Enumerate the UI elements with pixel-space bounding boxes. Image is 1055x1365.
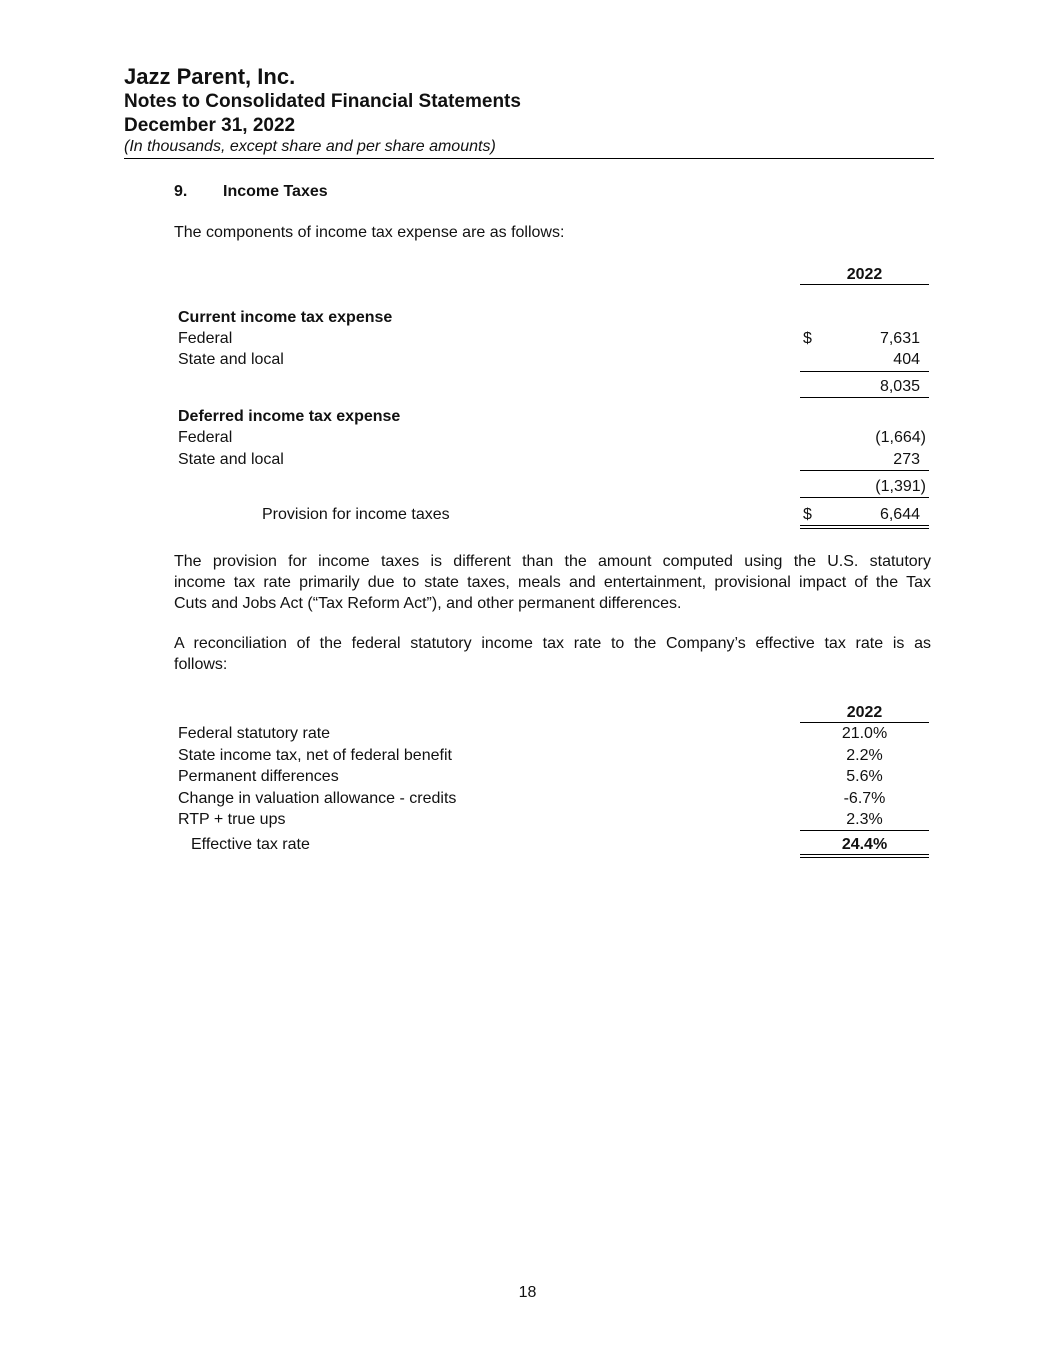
current-state-value: 404 [893,351,920,368]
provision-paragraph-line: income tax rate primarily due to state taxes, meals and entertainment, provisional impact of the Tax [174,574,931,591]
reconciliation-paragraph-line: follows: [174,656,228,673]
current-state-label: State and local [178,351,284,368]
report-title: Notes to Consolidated Financial Statements [124,91,521,112]
current-tax-heading: Current income tax expense [178,309,393,326]
provision-value: 6,644 [879,506,920,523]
current-subtotal-value: 8,035 [879,378,920,395]
current-federal-currency: $ [803,330,812,347]
deferred-federal-value: (1,664) [875,429,926,446]
provision-paragraph-line: The provision for income taxes is different than the amount computed using the U.S. statutory [174,553,931,570]
rate-total-rule [800,830,929,831]
deferred-subtotal-value: (1,391) [875,478,926,495]
reconciliation-paragraph-line: A reconciliation of the federal statutory income tax rate to the Company’s effective tax rate is as [174,635,931,652]
provision-paragraph [174,551,931,614]
components-year-header: 2022 [846,266,883,283]
provision-currency: $ [803,506,812,523]
current-subtotal-underline [800,397,929,398]
section-number: 9. [174,183,188,200]
current-subtotal-rule [800,371,929,372]
rate-row-label: Permanent differences [178,768,339,785]
deferred-state-value: 273 [893,451,920,468]
effective-rate-label: Effective tax rate [191,836,310,853]
rate-row-value: -6.7% [843,790,886,807]
rate-row-value: 2.2% [846,747,883,764]
section-title: Income Taxes [223,183,328,200]
effective-rate-double-underline [800,854,929,858]
deferred-state-label: State and local [178,451,284,468]
deferred-federal-label: Federal [178,429,233,446]
current-federal-value: 7,631 [879,330,920,347]
rate-row-label: Federal statutory rate [178,725,331,742]
provision-label: Provision for income taxes [262,506,450,523]
reconciliation-paragraph [174,633,931,675]
year-header-rule [800,284,929,285]
deferred-subtotal-underline [800,497,929,498]
header-divider [124,158,934,159]
report-date: December 31, 2022 [124,115,296,136]
rate-year-rule [800,722,929,723]
provision-double-underline [800,525,929,529]
rate-row-label: RTP + true ups [178,811,286,828]
rate-row-value: 5.6% [846,768,883,785]
rate-row-value: 2.3% [846,811,883,828]
deferred-tax-heading: Deferred income tax expense [178,408,401,425]
components-intro: The components of income tax expense are as follows: [174,224,565,241]
units-note: (In thousands, except share and per share amounts) [124,138,496,155]
page-number: 18 [518,1284,537,1301]
provision-paragraph-line: Cuts and Jobs Act (“Tax Reform Act”), and other permanent differences. [174,595,682,612]
rate-row-value: 21.0% [841,725,888,742]
company-name: Jazz Parent, Inc. [124,64,296,89]
rate-row-label: State income tax, net of federal benefit [178,747,452,764]
current-federal-label: Federal [178,330,233,347]
effective-rate-value: 24.4% [841,836,888,853]
rate-row-label: Change in valuation allowance - credits [178,790,457,807]
deferred-subtotal-rule [800,470,929,471]
rate-year-header: 2022 [846,704,883,721]
